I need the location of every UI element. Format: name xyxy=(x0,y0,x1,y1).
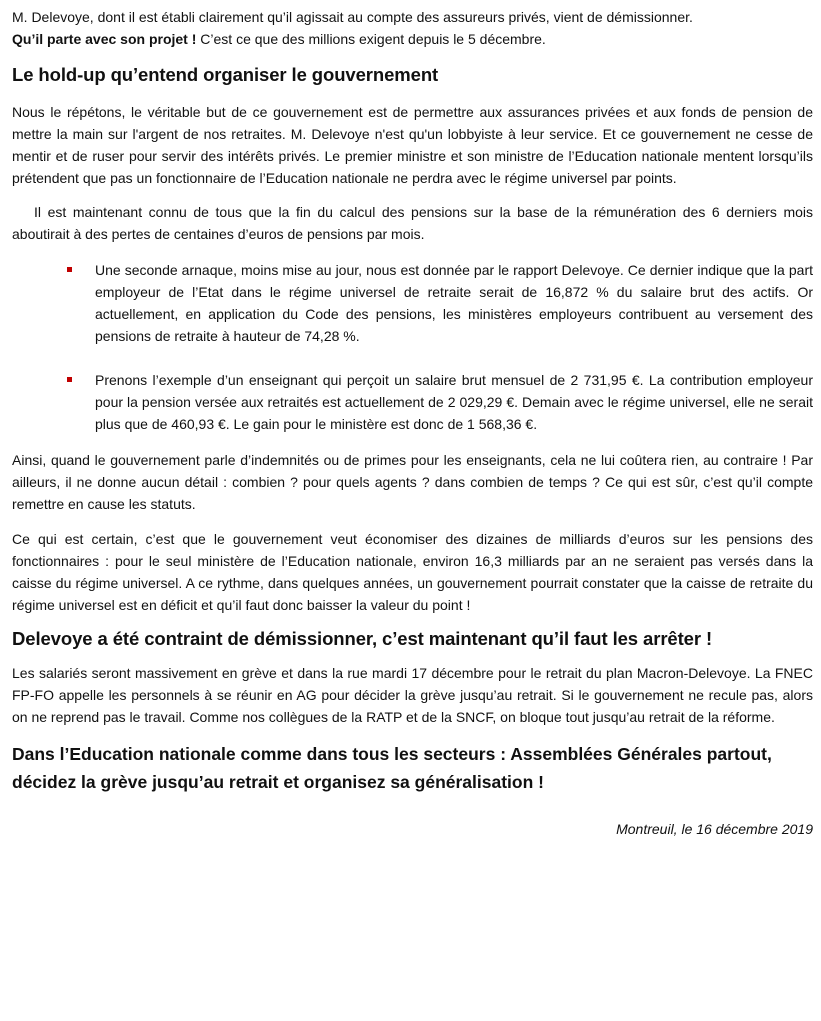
list-item xyxy=(95,369,813,435)
section-heading-resignation: Delevoye a été contraint de démissionner, c’est maintenant qu’il faut les arrêter ! xyxy=(12,628,713,649)
paragraph-pension-calc: Il est maintenant connu de tous que la fin du calcul des pensions sur la base de la rémunération des 6 derniers mois aboutirait à des pertes de centaines d’euros de pensions par mois. xyxy=(12,204,813,242)
paragraph-savings: Ce qui est certain, c’est que le gouvernement veut économiser des dizaines de milliards d’euros sur les pensions des fonctionnaires : pour le seul ministère de l’Education nationale, environ 16,3 milliards par an ne seraient pas versés dans la caisse du régime universel. A ce rythme, dans quelques années, un gouvernement pourrait constater que la caisse de retraite du régime universel est en déficit et qu’il faut donc baisser la valeur du point ! xyxy=(12,531,813,613)
paragraph-strike: Les salariés seront massivement en grève et dans la rue mardi 17 décembre pour le retrait du plan Macron-Delevoye. La FNEC FP-FO appelle les personnels à se réunir en AG pour décider la grève jusqu’au retrait. Si le gouvernement ne recule pas, alors on ne reprend pas le travail. Comme nos collègues de la RATP et de la SNCF, on bloque tout jusqu’au retrait de la réforme. xyxy=(12,665,813,725)
intro-line: M. Delevoye, dont il est établi clairement qu’il agissait au compte des assureurs privés, vient de démissionner. xyxy=(12,9,693,25)
signature-date: Montreuil, le 16 décembre 2019 xyxy=(616,821,813,837)
bullet-text: Prenons l’exemple d’un enseignant qui perçoit un salaire brut mensuel de 2 731,95 €. La contribution employeur pour la pension versée aux retraités est actuellement de 2 029,29 €. Demain avec le régime universel, elle ne serait plus que de 460,93 €. Le gain pour le ministère est donc de 1 568,36 €. xyxy=(95,372,813,432)
red-square-bullet-icon xyxy=(67,377,72,382)
paragraph-goal: Nous le répétons, le véritable but de ce gouvernement est de permettre aux assurances privées et aux fonds de pension de mettre la main sur l'argent de nos retraites. M. Delevoye n'est qu'un lobbyiste à leur service. Et ce gouvernement ne cesse de mentir et de ruser pour servir des intérêts privés. Le premier ministre et son ministre de l’Education nationale mentent lorsqu’ils prétendent que pas un fonctionnaire de l’Education nationale ne perdra avec le régime universel par points. xyxy=(12,104,813,186)
list-item xyxy=(95,259,813,347)
red-square-bullet-icon xyxy=(67,267,72,272)
document-page xyxy=(12,6,813,840)
bullet-list xyxy=(12,259,813,435)
section-heading-hold-up: Le hold-up qu’entend organiser le gouvernement xyxy=(12,64,439,85)
bullet-text: Une seconde arnaque, moins mise au jour, nous est donnée par le rapport Delevoye. Ce dernier indique que la part employeur de l’Etat dans le régime universel de retraite serait de 16,872 % du salaire brut des actifs. Or actuellement, en application du Code des pensions, les ministères employeurs contribuent au versement des pensions de retraite à hauteur de 74,28 %. xyxy=(95,262,813,344)
intro-rest: C’est ce que des millions exigent depuis le 5 décembre. xyxy=(196,31,546,47)
call-to-action: Dans l’Education nationale comme dans tous les secteurs : Assemblées Générales partout, décidez la grève jusqu’au retrait et organisez sa généralisation ! xyxy=(12,744,772,792)
intro-paragraph xyxy=(12,6,813,50)
paragraph-indemnities: Ainsi, quand le gouvernement parle d’indemnités ou de primes pour les enseignants, cela ne lui coûtera rien, au contraire ! Par ailleurs, il ne donne aucun détail : combien ? pour quels agents ? dans combien de temps ? Ce qui est sûr, c’est qu’il compte remettre en cause les statuts. xyxy=(12,452,813,512)
intro-bold-statement: Qu’il parte avec son projet ! xyxy=(12,31,197,47)
